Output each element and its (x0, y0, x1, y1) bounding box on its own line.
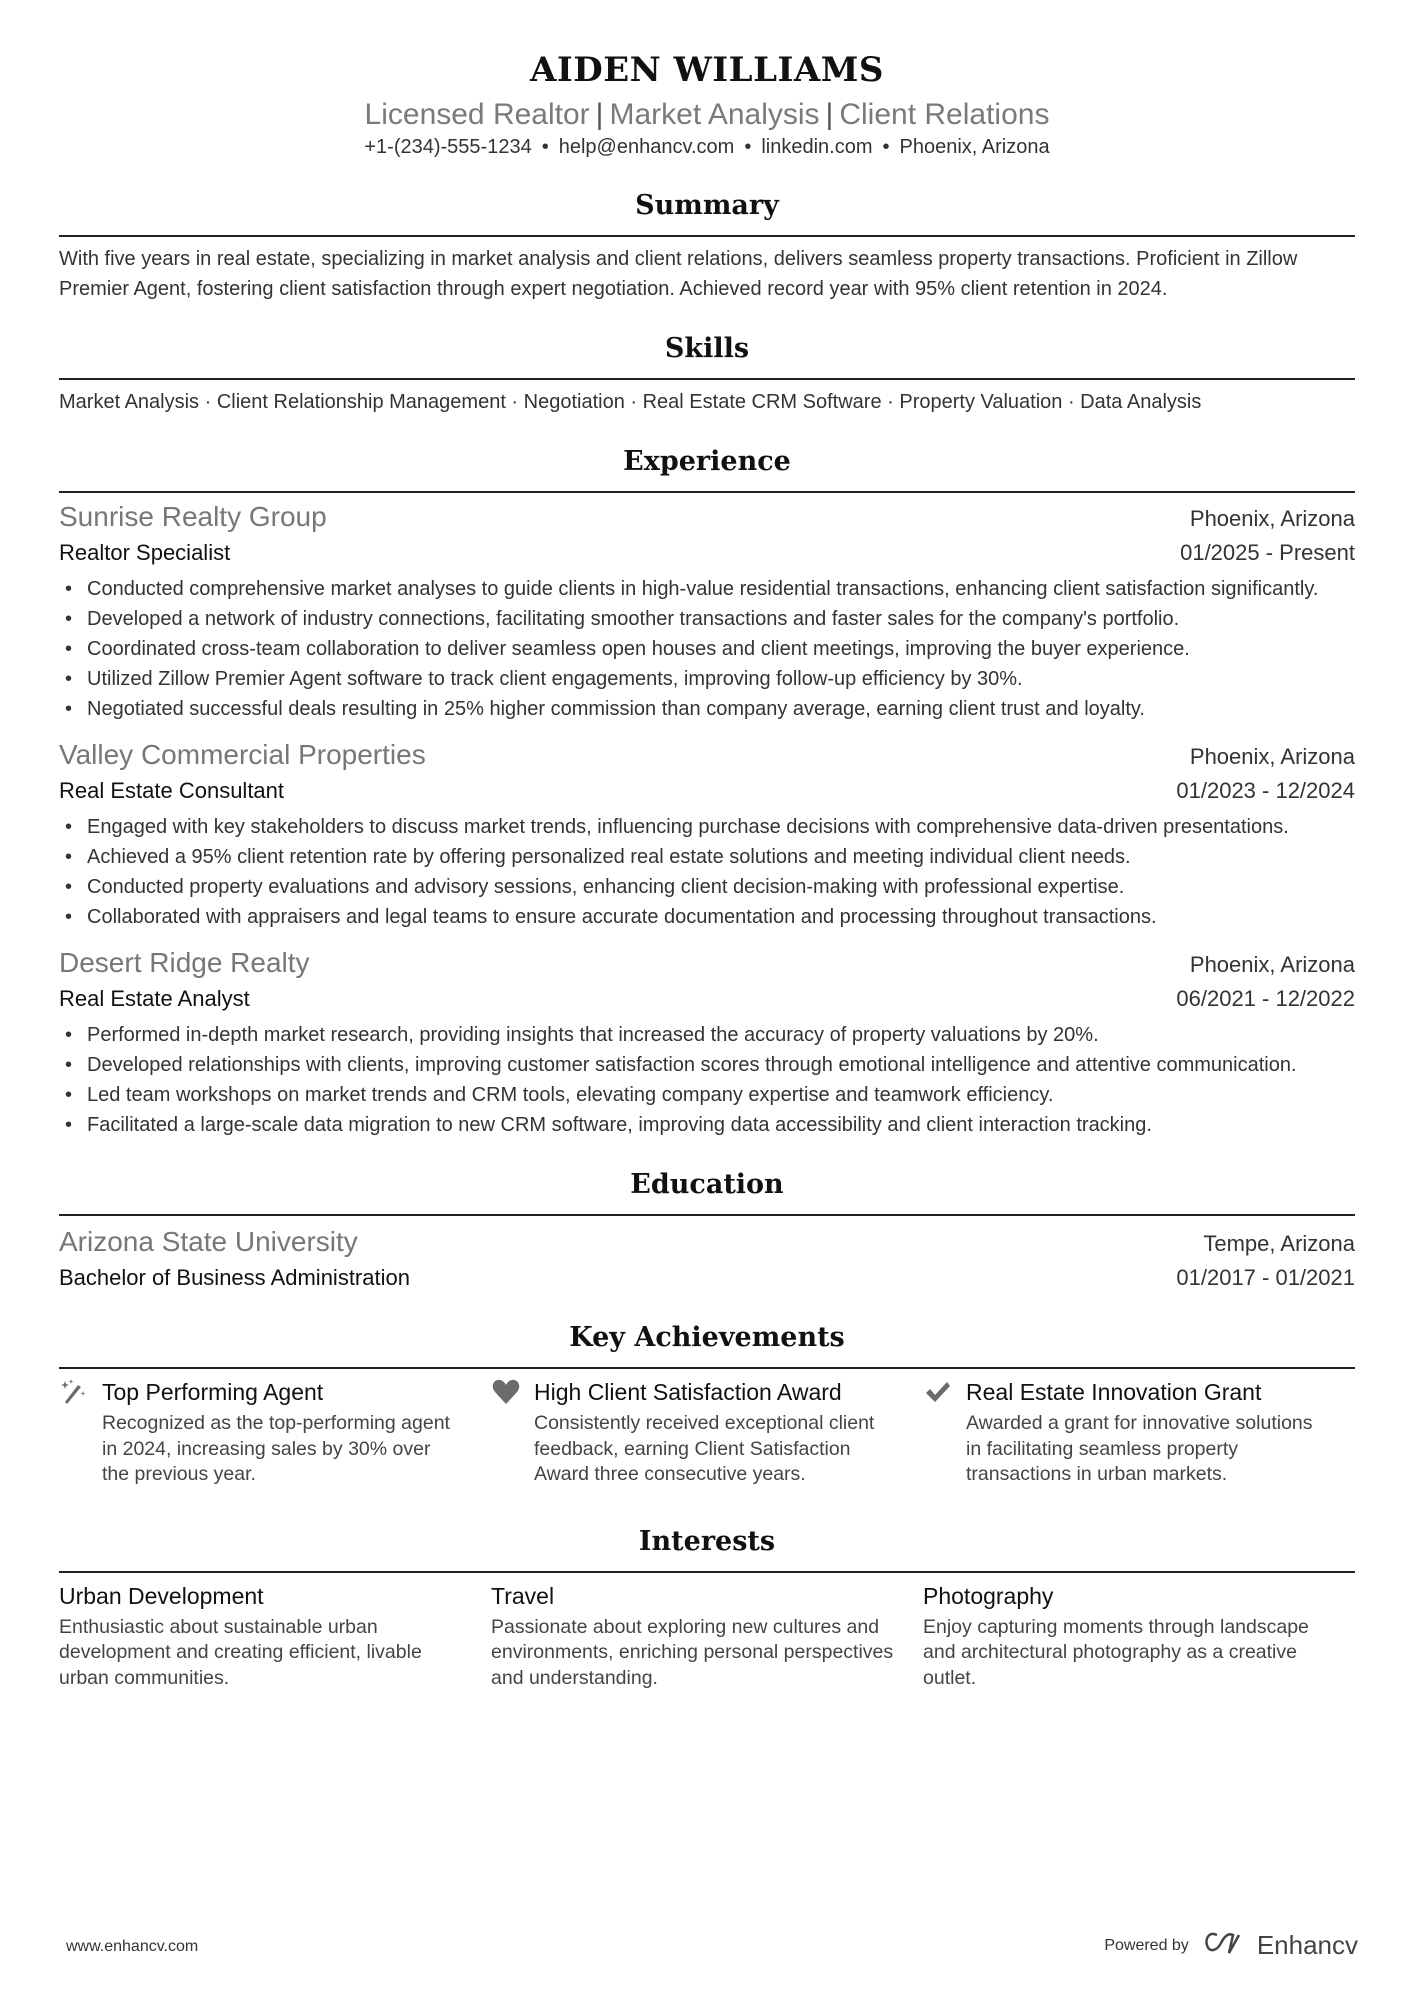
headline-item: Licensed Realtor (364, 98, 590, 131)
interests-section (59, 1524, 1355, 1692)
school-location: Tempe, Arizona (1203, 1231, 1355, 1256)
achievement-description: Awarded a grant for innovative solutions in facilitating seamless property transactions in urban markets. (966, 1412, 1313, 1485)
job-dates: 01/2023 - 12/2024 (1176, 778, 1355, 803)
bullet-item: • Negotiated successful deals resulting in 25% higher commission than company average, earning client trust and loyalty. (59, 694, 1355, 724)
job-location: Phoenix, Arizona (1189, 952, 1355, 977)
experience-entry (59, 738, 1355, 932)
bullet-item: • Developed relationships with clients, improving customer satisfaction scores through emotional intelligence and attentive communication. (59, 1050, 1355, 1080)
school-name: Arizona State University (59, 1226, 358, 1257)
bullet-item: • Led team workshops on market trends and CRM tools, elevating company expertise and teamwork efficiency. (59, 1080, 1355, 1110)
interest-item (491, 1581, 923, 1692)
job-title: Realtor Specialist (59, 540, 231, 565)
job-title: Real Estate Consultant (59, 778, 285, 803)
candidate-name: AIDEN WILLIAMS (530, 50, 884, 90)
interest-item (59, 1581, 491, 1692)
headline (59, 97, 1355, 133)
job-bullets (59, 812, 1355, 932)
section-title: Key Achievements (59, 1320, 1355, 1369)
location: Phoenix, Arizona (899, 136, 1050, 158)
education-entry (59, 1225, 1355, 1293)
skills-list: Market Analysis · Client Relationship Management · Negotiation · Real Estate CRM Software · Property Valuation · Data Analysis (59, 391, 1202, 413)
job-dates: 06/2021 - 12/2022 (1176, 986, 1355, 1011)
section-title: Education (59, 1167, 1355, 1216)
interest-description: Enthusiastic about sustainable urban development and creating efficient, livable urban communities. (59, 1615, 422, 1689)
experience-list (59, 500, 1355, 1140)
powered-by-label: Powered by (1104, 1936, 1189, 1954)
experience-entry (59, 500, 1355, 724)
check-icon (923, 1377, 953, 1407)
education-dates: 01/2017 - 01/2021 (1176, 1265, 1355, 1290)
contact-info (59, 133, 1355, 161)
phone: +1-(234)-555-1234 (364, 136, 532, 158)
company-name: Valley Commercial Properties (59, 739, 426, 770)
contact-separator: • (882, 136, 890, 158)
summary-text: With five years in real estate, specializing in market analysis and client relations, delivers seamless property transactions. Proficient in Zillow Premier Agent, fostering client satisfaction through expert negotiation. Achieved record year with 95% client retention in 2024. (59, 248, 1298, 300)
education-section (59, 1167, 1355, 1293)
section-title: Summary (59, 188, 1355, 237)
achievement-title: High Client Satisfaction Award (534, 1379, 842, 1405)
company-name: Sunrise Realty Group (59, 501, 327, 532)
achievements-list (59, 1377, 1355, 1488)
section-title: Skills (59, 331, 1355, 380)
headline-separator: | (825, 98, 834, 131)
company-name: Desert Ridge Realty (59, 947, 310, 978)
resume-header (59, 50, 1355, 161)
bullet-item: • Collaborated with appraisers and legal teams to ensure accurate documentation and processing throughout transactions. (59, 902, 1355, 932)
bullet-item: • Engaged with key stakeholders to discuss market trends, influencing purchase decisions with comprehensive data-driven presentations. (59, 812, 1355, 842)
headline-item: Client Relations (839, 98, 1050, 131)
bullet-item: • Utilized Zillow Premier Agent software to track client engagements, improving follow-up efficiency by 30%. (59, 664, 1355, 694)
job-title: Real Estate Analyst (59, 986, 250, 1011)
contact-separator: • (744, 136, 752, 158)
experience-entry (59, 946, 1355, 1140)
bullet-item: • Conducted comprehensive market analyses to guide clients in high-value residential transactions, enhancing client satisfaction significantly. (59, 574, 1355, 604)
achievement-description: Recognized as the top-performing agent in 2024, increasing sales by 30% over the previous year. (102, 1412, 450, 1485)
section-title: Interests (59, 1524, 1355, 1573)
bullet-item: • Facilitated a large-scale data migration to new CRM software, improving data accessibility and client interaction tracking. (59, 1110, 1355, 1140)
job-bullets (59, 574, 1355, 724)
interest-description: Passionate about exploring new cultures and environments, enriching personal perspectives and understanding. (491, 1615, 894, 1689)
achievement-title: Top Performing Agent (102, 1379, 324, 1405)
headline-separator: | (595, 98, 604, 131)
linkedin-link[interactable]: linkedin.com (761, 136, 873, 158)
job-dates: 01/2025 - Present (1180, 540, 1355, 565)
achievement-item (491, 1377, 923, 1488)
magic-wand-icon (59, 1377, 89, 1407)
interest-title: Urban Development (59, 1582, 264, 1609)
bullet-item: • Performed in-depth market research, providing insights that increased the accuracy of property valuations by 20%. (59, 1020, 1355, 1050)
enhancv-logo-icon (1203, 1931, 1243, 1960)
bullet-item: • Coordinated cross-team collaboration to deliver seamless open houses and client meetings, improving the buyer experience. (59, 634, 1355, 664)
achievement-item (59, 1377, 491, 1488)
summary-section (59, 188, 1355, 304)
bullet-item: • Developed a network of industry connections, facilitating smoother transactions and faster sales for the company's portfolio. (59, 604, 1355, 634)
achievements-section (59, 1320, 1355, 1488)
brand-name: Enhancv (1256, 1930, 1358, 1960)
interest-title: Travel (491, 1582, 555, 1609)
headline-item: Market Analysis (609, 98, 820, 131)
bullet-item: • Conducted property evaluations and advisory sessions, enhancing client decision-making with professional expertise. (59, 872, 1355, 902)
footer-branding (1104, 1930, 1358, 1961)
achievement-title: Real Estate Innovation Grant (966, 1379, 1262, 1405)
experience-section (59, 444, 1355, 1140)
skills-section (59, 331, 1355, 417)
achievement-item (923, 1377, 1355, 1488)
achievement-description: Consistently received exceptional client feedback, earning Client Satisfaction Award three consecutive years. (534, 1412, 875, 1485)
job-location: Phoenix, Arizona (1189, 506, 1355, 531)
interest-description: Enjoy capturing moments through landscape and architectural photography as a creative outlet. (923, 1615, 1309, 1689)
job-location: Phoenix, Arizona (1189, 744, 1355, 769)
degree: Bachelor of Business Administration (59, 1265, 410, 1290)
footer-website-link[interactable]: www.enhancv.com (66, 1938, 199, 1955)
interest-title: Photography (923, 1582, 1054, 1609)
interests-list (59, 1581, 1355, 1692)
bullet-item: • Achieved a 95% client retention rate by offering personalized real estate solutions and meeting individual client needs. (59, 842, 1355, 872)
heart-icon (491, 1377, 521, 1407)
section-title: Experience (59, 444, 1355, 493)
interest-item (923, 1581, 1355, 1692)
email-link[interactable]: help@enhancv.com (558, 136, 735, 158)
job-bullets (59, 1020, 1355, 1140)
contact-separator: • (541, 136, 549, 158)
